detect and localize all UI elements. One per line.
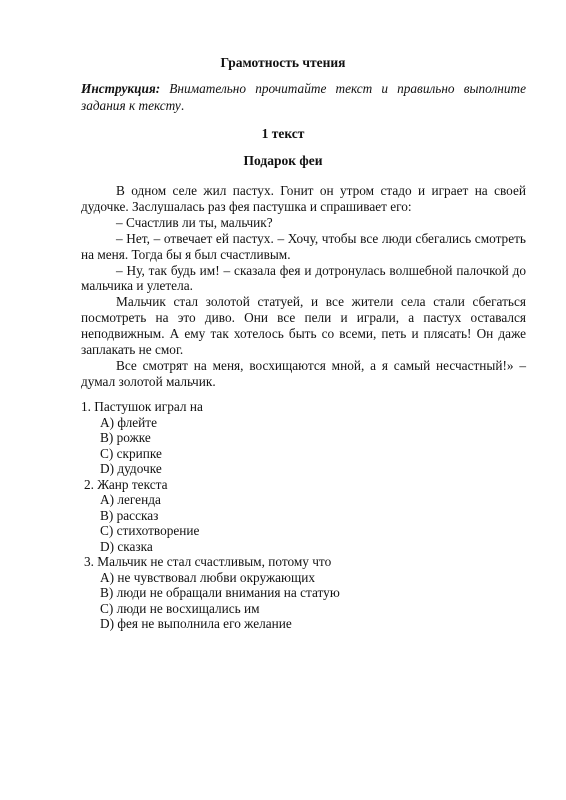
question-2-option-c: С) стихотворение bbox=[100, 523, 200, 538]
question-1-option-c: С) скрипке bbox=[100, 445, 162, 461]
text-number-heading: 1 текст bbox=[261, 126, 305, 141]
story-title: Подарок феи bbox=[243, 153, 323, 168]
instruction-text-2: задания к тексту bbox=[81, 98, 181, 113]
instruction-text-1: Внимательно прочитайте текст и правильно выполните bbox=[160, 81, 526, 96]
question-1-option-d: D) дудочке bbox=[100, 461, 162, 476]
page-title: Грамотность чтения bbox=[220, 55, 346, 70]
question-3-option-b: В) люди не обращали внимания на статую bbox=[100, 585, 340, 600]
question-1: 1. Пастушок играл на bbox=[81, 399, 203, 414]
story-paragraph: Все смотрят на меня, восхищаются мной, а я самый несчастный!» – думал золотой мальчик. bbox=[81, 357, 526, 389]
instruction-label: Инструкция: bbox=[81, 81, 161, 96]
story-body bbox=[81, 183, 526, 390]
story-paragraph: – Счастлив ли ты, мальчик? bbox=[116, 214, 273, 230]
instruction-period: . bbox=[180, 98, 185, 113]
question-1-option-b: В) рожке bbox=[100, 430, 151, 445]
instruction-block bbox=[81, 80, 526, 114]
question-1-option-a: А) флейте bbox=[100, 414, 158, 430]
story-paragraph: – Нет, – отвечает ей пастух. – Хочу, чтобы все люди сбегались смотреть на меня. Тогда бы я был счастливым. bbox=[81, 230, 526, 262]
question-3: 3. Мальчик не стал счастливым, потому что bbox=[84, 554, 332, 569]
question-3-option-d: D) фея не выполнила его желание bbox=[100, 616, 292, 631]
story-paragraph: Мальчик стал золотой статуей, и все жители села стали сбегаться посмотреть на это диво. Они все пели и играли, а пастух оставался неподвижным. А ему так хотелось быть со всеми, петь и плясать! Он даже заплакать не смог. bbox=[81, 294, 526, 358]
question-2: 2. Жанр текста bbox=[84, 476, 168, 492]
story-paragraph: В одном селе жил пастух. Гонит он утром стадо и играет на своей дудочке. Заслушалась раз фея пастушка и спрашивает его: bbox=[81, 183, 526, 214]
story-paragraph: – Ну, так будь им! – сказала фея и дотронулась волшебной палочкой до мальчика и улетела. bbox=[81, 262, 526, 294]
question-3-option-c: С) люди не восхищались им bbox=[100, 600, 260, 616]
instruction-line-2 bbox=[81, 98, 184, 113]
questions-block bbox=[81, 399, 526, 632]
question-2-option-d: D) сказка bbox=[100, 538, 153, 554]
instruction-line-1 bbox=[81, 80, 526, 97]
question-3-option-a: А) не чувствовал любви окружающих bbox=[100, 569, 315, 585]
question-2-option-a: А) легенда bbox=[100, 492, 161, 507]
question-2-option-b: В) рассказ bbox=[100, 507, 159, 523]
